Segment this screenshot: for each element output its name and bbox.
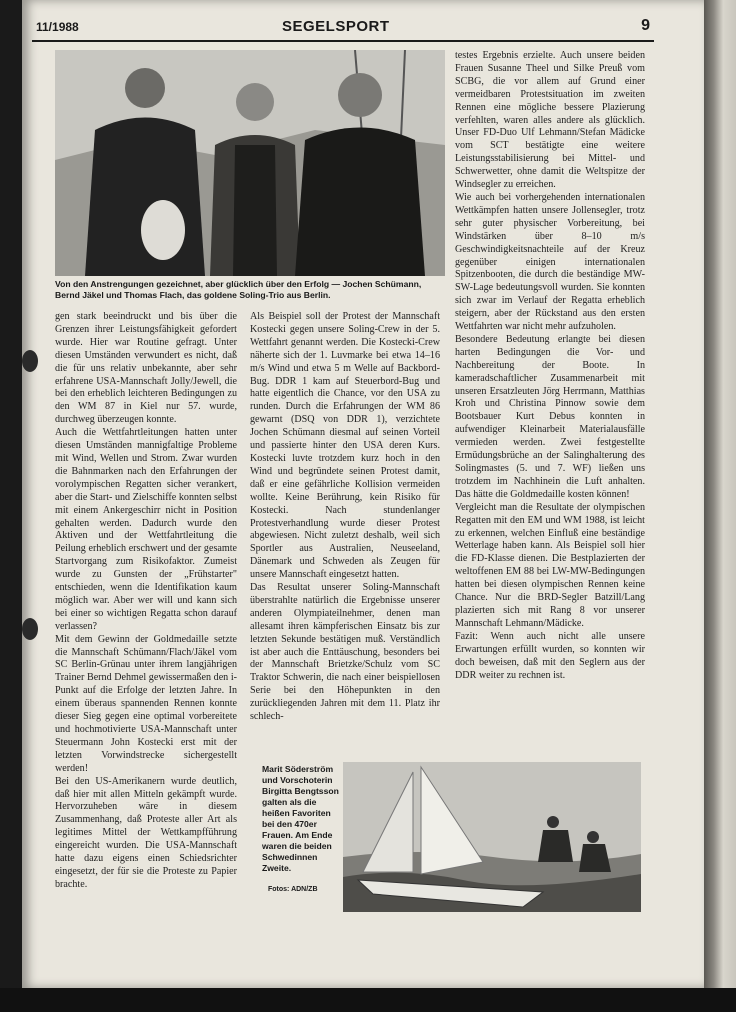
paragraph: Auch die Wettfahrtleitungen hatten unter diesen Umständen mannigfaltige Probleme mit Wind, Wellen und Strom. Zwar wurden die Bahnmarken nach den Erfahrungen der vorolympischen Regatten sicher verankert, aber die Start- und Zielschiffe konnten selbst mit einem Ankergeschirr nicht in Position gehalten werden. Dadurch wurde den Aktiven und der Wettfahrtleitung die Peilung erheblich erschwert und der gesamte Startvorgang zum Risikofaktor. Zumeist wurde zu Gunsten der „Frühstarter" entschieden, wenn die Identifikation kaum möglich war. Aber wer will und kann sich bei einer so wichtigen Regatta schon darauf verlassen? [55, 427, 237, 632]
photo-470-sailboat [343, 762, 641, 912]
photo-soling-crew [55, 50, 445, 276]
paragraph: testes Ergebnis erzielte. Auch unsere beiden Frauen Susanne Theel und Silke Preuß vom SCBG, die vor allem auf Grund einer vermeidbaren Protestsituation im zweiten Rennen eine mögliche bessere Plazierung verfehlten, waren alles andere als glücklich. Unser FD-Duo Ulf Lehmann/Stefan Mädicke vom SCT bestätigte eine weitere Leistungsstabilisierung bei Mittel- und Schwerwetter, ohne damit die Weltspitze der Windsegler zu erreichen. [455, 50, 645, 191]
photo-caption-top: Von den Anstrengungen gezeichnet, aber glücklich über den Erfolg — Jochen Schümann, Bernd Jäkel und Thomas Flach, das goldene Soling-Trio aus Berlin. [55, 279, 422, 300]
issue-number: 11/1988 [36, 20, 79, 34]
paragraph: Mit dem Gewinn der Goldmedaille setzte die Mannschaft Schümann/Flach/Jäkel vom SC Berlin-Grünau unter ihrem langjährigen Trainer Bernd Dehmel gewissermaßen den i-Punkt auf die Erfolge der letzten Jahre. In einem überaus spannenden Rennen konnte dieser Sieg gegen eine optimal vorbereitete und hochmotivierte USA-Mannschaft unter Steuermann John Kostecki erst mit der letzten Vorwindstrecke sichergestellt werden! [55, 633, 237, 774]
photo-470-sailboat-image [343, 762, 641, 912]
paragraph: Bei den US-Amerikanern wurde deutlich, daß hier mit allen Mitteln gekämpft wurde. Hervorzuheben wäre in diesem Zusammenhang, daß Proteste aller Art als legitimes Mittel der Wettkampfführung eingereicht wurden. Die USA-Mannschaft hatte dazu eigens einen Schiedsrichter eingesetzt, der für sie die Proteste zu Papier brachte. [55, 775, 237, 890]
photo-caption-bottom: Marit Söderström und Vorschoterin Birgitta Bengtsson galten als die heißen Favoriten bei den 470er Frauen. Am Ende waren die beiden Schwedinnen Zweite. [262, 764, 339, 873]
paragraph: Das Resultat unserer Soling-Mannschaft überstrahlte natürlich die Ergebnisse unserer anderen Olympiateilnehmer, denen man allesamt ihren kämpferischen Einsatz bis zur letzten Sekunde bestätigen muß. Verständlich ist aber auch die Enttäuschung, besonders bei der Mannschaft Brietzke/Schulz vom SC Traktor Schwerin, die nach einer beispiellosen Serie bei den Höhepunkten in den zurückliegenden Jahren mit dem 11. Platz ihr schlech- [250, 582, 440, 723]
paragraph: Besondere Bedeutung erlangte bei diesen harten Bedingungen die Vor- und Nachbereitung der Boote. In kameradschaftlicher Zusammenarbeit mit unseren Ersatzleuten Jörg Herrmann, Matthias Kroh und Christina Pinnow sowie dem Bootsbauer Kurt Debus konnten in aufwendiger Kleinarbeit Materialausfälle vermieden werden. Zwei festgestellte Ermüdungsbrüche an der Salinghalterung des Solingmastes (5. und 7. WF) ließen uns trotzdem im Nachhinein die Luft anhalten. Das hätte die Goldmedaille kosten können! [455, 333, 645, 500]
scan-bottom-edge [0, 988, 736, 1012]
article-column-3 [455, 50, 645, 682]
page-header [32, 18, 654, 42]
magazine-title: SEGELSPORT [282, 18, 390, 35]
paragraph: Fazit: Wenn auch nicht alle unsere Erwartungen erfüllt wurden, so konnten wir doch beweisen, daß mit den Seglern aus der DDR weiter zu rechnen ist. [455, 630, 645, 681]
book-spine [704, 0, 736, 1012]
paragraph: Als Beispiel soll der Protest der Mannschaft Kostecki gegen unsere Soling-Crew in der 5. Wettfahrt genannt werden. Die Kostecki-Crew näherte sich der 1. Luvmarke bei etwa 14–16 m/s Wind und etwa 5 m Welle auf Backbord-Bug. DDR 1 kam auf Steuerbord-Bug und hatte eigentlich die Chance, vor den USA zu runden. Durch die Erfahrungen der WM 86 gewarnt (DSQ von DDR 1), verzichtete Jochen Schümann diesmal auf seinen Vorteil und passierte hinter den USA deren Kurs. Kostecki luvte trotzdem kurz hoch in den Wind und begründete seinen Protest damit, daß er eine gefährliche Kollision vermeiden wollte. Keine Berührung, kein Risiko für Kostecki. Nach stundenlanger Protestverhandlung wurde dieser Protest abgewiesen. Nicht zuletzt deshalb, weil sich Sportler aus Australien, Neuseeland, Dänemark und Schweden als Zeugen für unsere Mannschaft eingesetzt hatten. [250, 311, 440, 581]
binding-hole [22, 618, 38, 640]
paragraph: Wie auch bei vorhergehenden internationalen Wettkämpfen hatten unsere Jollensegler, trotz sehr guter physischer Vorbereitung, bei Windstärken über 8–10 m/s Geschwindigkeitsnachteile auf der Kreuz gegenüber einigen internationalen Spitzenbooten, die durch die beständige MW-SW-Lage bedeutungsvoll wurden. Sie konnten sich zwar im Verlauf der Regatta erheblich steigern, aber der Rückstand aus den ersten Wettfahrten war nicht mehr aufzuholen. [455, 191, 645, 333]
paragraph: Vergleicht man die Resultate der olympischen Regatten mit den EM und WM 1988, ist leicht zu erkennen, welchen Einfluß eine beständige Wetterlage haben kann. Als Beispiel soll hier die FD-Klasse dienen. Die Bestplazierten der weltoffenen EM 88 bei LW-MW-Bedingungen hatten bei diesen olympischen Rennen keine Chance. Nur die BRD-Segler Batzill/Lang plazierten sich mit Rang 8 vor unserer Mannschaft Lehmann/Mädicke. [455, 501, 645, 629]
photo-soling-crew-image [55, 50, 445, 276]
paragraph: gen stark beeindruckt und bis über die Grenzen ihrer Leistungsfähigkeit gefordert wurde. Hier war Routine gefragt. Unter diesen Umständen verwundert es nicht, daß die für uns relativ unbekannte, aber sehr erfahrene USA-Mannschaft Jolly/Jewell, die bei den erheblich leichteren Bedingungen zu den WM 87 in Kiel nur 57. wurde, durchweg überzeugen konnte. [55, 311, 237, 426]
binding-hole [22, 350, 38, 372]
page-number: 9 [641, 17, 650, 34]
article-column-1 [55, 311, 237, 892]
article-column-2 [250, 311, 440, 724]
photo-credit: Fotos: ADN/ZB [268, 886, 318, 893]
